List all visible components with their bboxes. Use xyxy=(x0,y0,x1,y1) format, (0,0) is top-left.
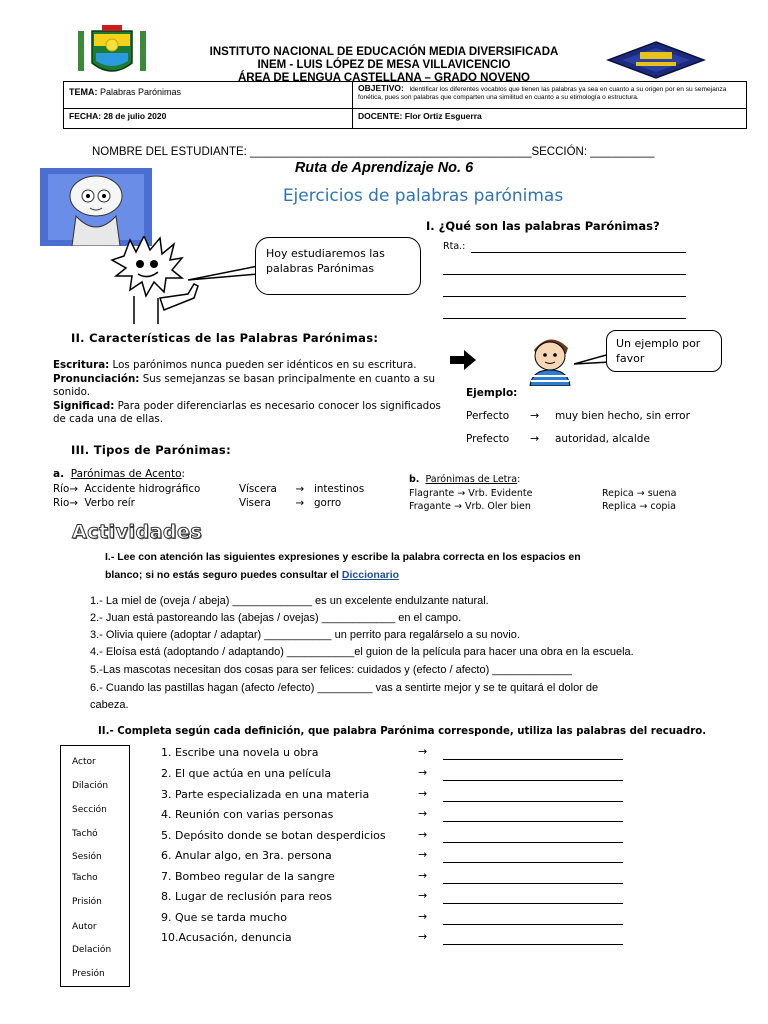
arrow-icon: → xyxy=(530,409,540,422)
arrow-icon: → xyxy=(418,930,428,943)
arrow-icon: → xyxy=(418,828,428,841)
bubble-tail-1 xyxy=(188,262,258,284)
definition-item: 5. Depósito donde se botan desperdicios xyxy=(161,829,386,842)
example-word: Prefecto xyxy=(466,433,510,445)
instruction-1-line-a: I.- Lee con atención las siguientes expresiones y escribe la palabra correcta en los espacios en xyxy=(105,551,581,563)
characteristic-item: Pronunciación: Sus semejanzas se basan principalmente en cuanto a su sonido. xyxy=(53,372,435,398)
info-table xyxy=(63,81,747,129)
answer-prefix: Rta.: xyxy=(443,241,466,252)
objetivo-value: Identificar los diferentes vocablos que tienen las palabras ya sea en cuanto a su origen por en su semejanza fonética, pues son palabras que comparten una similitud en cuanto a su etimología o estructura. xyxy=(358,86,727,101)
sentence-item: cabeza. xyxy=(90,699,129,711)
example-meaning: muy bien hecho, sin error xyxy=(555,410,690,422)
fecha-label: FECHA: xyxy=(69,111,102,121)
answer-line-4[interactable] xyxy=(443,318,686,319)
student-name-label: NOMBRE DEL ESTUDIANTE: xyxy=(92,146,251,158)
characteristic-item: Escritura: Los parónimos nunca pueden ser idénticos en su escritura. xyxy=(53,359,417,371)
word-box-item: Tachó xyxy=(72,829,98,839)
letter-type-heading: b. Parónimas de Letra: xyxy=(409,474,521,485)
definition-item: 8. Lugar de reclusión para reos xyxy=(161,890,332,903)
definition-item: 4. Reunión con varias personas xyxy=(161,808,334,821)
section-2-title: II. Características de las Palabras Parónimas: xyxy=(71,331,379,345)
docente-label: DOCENTE: xyxy=(358,111,403,121)
school-name: INSTITUTO NACIONAL DE EDUCACIÓN MEDIA DIVERSIFICADA xyxy=(209,46,559,58)
activities-title: Actividades xyxy=(72,521,203,543)
characteristics-list xyxy=(53,359,445,427)
accent-examples-col2: Víscera → intestinos Visera → gorro xyxy=(239,483,365,509)
objetivo-cell xyxy=(353,82,747,109)
sentence-item: 5.-Las mascotas necesitan dos cosas para ser felices: cuidados y (efecto / afecto) _____________ xyxy=(90,664,572,676)
boy-cartoon-image xyxy=(520,330,580,386)
tema-cell xyxy=(64,82,353,109)
docente-value: Flor Ortiz Esguerra xyxy=(404,111,482,121)
answer-blank[interactable] xyxy=(443,842,623,843)
arrow-icon: → xyxy=(418,869,428,882)
arrow-icon: → xyxy=(418,848,428,861)
docente-cell xyxy=(353,109,747,129)
answer-line-1[interactable] xyxy=(471,252,686,253)
professor-cartoon-image xyxy=(40,168,152,246)
speech-bubble-1: Hoy estudiaremos las palabras Parónimas xyxy=(255,237,421,295)
answer-blank[interactable] xyxy=(443,801,623,802)
arrow-icon: → xyxy=(418,889,428,902)
example-row xyxy=(466,433,509,445)
definition-item: 2. El que actúa en una película xyxy=(161,767,332,780)
objetivo-label: OBJETIVO: xyxy=(358,83,404,93)
definition-item: 7. Bombeo regular de la sangre xyxy=(161,870,335,883)
section-1-title: I. ¿Qué son las palabras Parónimas? xyxy=(426,219,660,233)
word-box-item: Prisión xyxy=(72,897,102,907)
example-word: Perfecto xyxy=(466,410,510,422)
answer-blank[interactable] xyxy=(443,883,623,884)
definition-item: 1. Escribe una novela u obra xyxy=(161,746,319,759)
instruction-1-line-b: blanco; si no estás seguro puedes consultar el Diccionario xyxy=(105,569,400,581)
section-label: SECCIÓN: xyxy=(531,146,591,158)
definition-item: 10.Acusación, denuncia xyxy=(161,931,292,944)
answer-line-3[interactable] xyxy=(443,296,686,297)
answer-blank[interactable] xyxy=(443,759,623,760)
right-arrow-icon xyxy=(450,350,476,370)
dictionary-link[interactable]: Diccionario xyxy=(341,569,400,581)
example-label: Ejemplo: xyxy=(466,387,518,399)
example-meaning: autoridad, alcalde xyxy=(555,433,650,445)
arrow-icon: → xyxy=(418,910,428,923)
accent-type-heading: a. Parónimas de Acento: xyxy=(53,468,186,480)
area-grade: ÁREA DE LENGUA CASTELLANA – GRADO NOVENO xyxy=(238,72,530,84)
word-box-item: Actor xyxy=(72,757,96,767)
answer-blank[interactable] xyxy=(443,821,623,822)
answer-blank[interactable] xyxy=(443,862,623,863)
section-3-title: III. Tipos de Parónimas: xyxy=(71,443,231,457)
school-branch: INEM - LUIS LÓPEZ DE MESA VILLAVICENCIO xyxy=(257,59,511,71)
speech-bubble-2: Un ejemplo por favor xyxy=(606,330,722,372)
arrow-icon: → xyxy=(418,766,428,779)
tema-value: Palabras Parónimas xyxy=(100,87,182,97)
arrow-icon: → xyxy=(418,787,428,800)
example-row xyxy=(466,410,509,422)
word-box-item: Sección xyxy=(72,805,107,815)
accent-examples-col1: Río→ Accidente hidrográfico Rio→ Verbo reír xyxy=(53,483,201,509)
definition-item: 3. Parte especializada en una materia xyxy=(161,788,370,801)
word-box-item: Sesión xyxy=(72,852,102,862)
fecha-cell xyxy=(64,109,353,129)
answer-blank[interactable] xyxy=(443,903,623,904)
fecha-value: 28 de julio 2020 xyxy=(103,111,167,121)
arrow-icon: → xyxy=(530,432,540,445)
answer-blank[interactable] xyxy=(443,944,623,945)
section-field[interactable]: __________ xyxy=(590,146,655,158)
student-info-row xyxy=(92,146,654,158)
word-box-item: Autor xyxy=(72,922,97,932)
word-box-item: Tacho xyxy=(72,873,98,883)
word-box-item: Dilación xyxy=(72,781,109,791)
letter-examples-col2: Repica → suena Replica → copia xyxy=(602,488,677,512)
word-box-item: Delación xyxy=(72,945,112,955)
sentence-item: 4.- Eloísa está (adoptando / adaptando) ___________el guion de la película para hacer una obra en la escuela. xyxy=(90,646,634,658)
arrow-icon: → xyxy=(418,745,428,758)
main-title: Ejercicios de palabras parónimas xyxy=(282,186,564,206)
answer-blank[interactable] xyxy=(443,924,623,925)
bubble-tail-2 xyxy=(574,352,610,368)
sentence-item: 3.- Olivia quiere (adoptar / adaptar) ___________ un perrito para regalárselo a su novio. xyxy=(90,629,520,641)
route-title: Ruta de Aprendizaje No. 6 xyxy=(294,160,474,176)
student-name-field[interactable]: ____________________________________________ xyxy=(250,146,532,158)
instruction-2: II.- Completa según cada definición, que palabra Parónima corresponde, utiliza las palabras del recuadro. xyxy=(98,726,707,737)
word-box-item: Presión xyxy=(72,969,105,979)
sentence-item: 6.- Cuando las pastillas hagan (afecto /efecto) _________ vas a sentirte mejor y se te quitará el dolor de xyxy=(90,682,599,694)
characteristic-item: Significad: Para poder diferenciarlas es necesario conocer los significados de cada una de ellas. xyxy=(53,399,441,425)
answer-blank[interactable] xyxy=(443,780,623,781)
answer-line-2[interactable] xyxy=(443,274,686,275)
definition-item: 6. Anular algo, en 3ra. persona xyxy=(161,849,332,862)
tema-label: TEMA: xyxy=(69,87,98,97)
letter-examples-col1: Flagrante → Vrb. Evidente Fragante → Vrb. Oler bien xyxy=(409,488,533,512)
definition-item: 9. Que se tarda mucho xyxy=(161,911,287,924)
sentence-item: 2.- Juan está pastoreando las (abejas / ovejas) ____________ en el campo. xyxy=(90,612,462,624)
sentence-item: 1.- La miel de (oveja / abeja) _____________ es un excelente endulzante natural. xyxy=(90,595,489,607)
arrow-icon: → xyxy=(418,807,428,820)
